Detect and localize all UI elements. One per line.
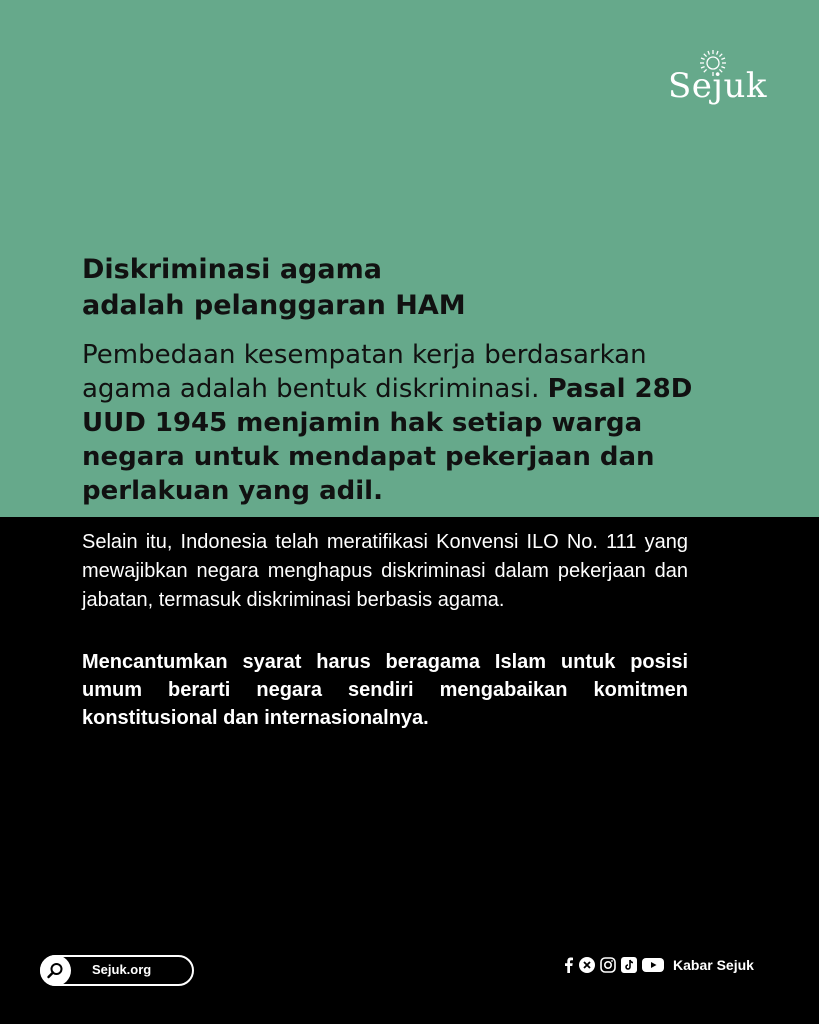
facebook-icon[interactable] [563, 957, 574, 973]
headline [82, 252, 722, 324]
social-links [563, 955, 754, 975]
headline-line-1: Diskriminasi agama [82, 254, 382, 285]
x-icon[interactable] [579, 957, 595, 973]
sejuk-logo [668, 48, 767, 114]
lead-paragraph [82, 338, 722, 508]
instagram-icon[interactable] [600, 957, 616, 973]
tiktok-icon[interactable] [621, 957, 637, 973]
search-icon [46, 961, 65, 980]
headline-line-2: adalah pelanggaran HAM [82, 290, 466, 321]
search-icon-badge [40, 955, 71, 986]
youtube-icon[interactable] [642, 957, 664, 973]
social-handle: Kabar Sejuk [673, 957, 754, 973]
lead-text: Pembedaan kesempatan kerja berdasarkan agama adalah bentuk diskriminasi. [82, 340, 647, 404]
lead-emphasis: Pasal 28D UUD 1945 menjamin hak setiap warga negara untuk mendapat pekerjaan dan perlakuan yang adil. [82, 374, 693, 506]
body-paragraph-2: Mencantumkan syarat harus beragama Islam untuk posisi umum berarti negara sendiri mengabaikan komitmen konstitusional dan internasionalnya. [82, 651, 688, 729]
website-url[interactable]: Sejuk.org [92, 962, 152, 977]
body-paragraph-1: Selain itu, Indonesia telah meratifikasi Konvensi ILO No. 111 yang mewajibkan negara menghapus diskriminasi dalam pekerjaan dan jabatan, termasuk diskriminasi berbasis agama. [82, 531, 688, 611]
logo-text: Sejuk [668, 66, 767, 106]
website-search-bar[interactable] [40, 955, 194, 986]
